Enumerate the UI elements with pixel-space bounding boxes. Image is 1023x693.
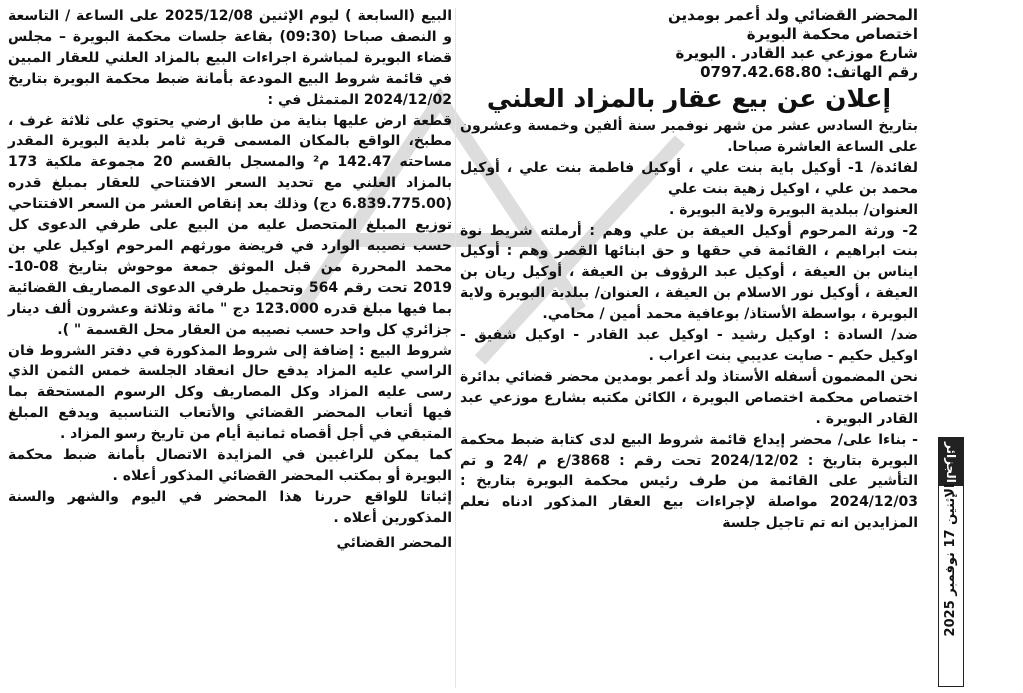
- right-paragraph-defendants: ضد/ السادة : اوكيل رشيد - اوكيل عبد القادر - اوكيل شفيق - اوكيل حكيم - صايت عديبي بنت اعراب .: [460, 327, 918, 364]
- page-margin: [928, 0, 1023, 693]
- bailiff-header: [460, 6, 918, 82]
- right-paragraph-heirs: 2- ورثة المرحوم أوكيل العيفة بن علي وهم : أرملته شريط نوة بنت ابراهيم ، القائمة في حقها و حق ابنائها القصر وهم : أوكيل ايناس بن العيفة ، أوكيل عبد الرؤوف بن العيفة ، أوكيل ريان بن العيفة ، أوكيل نور الاسلام بن العيفة ، العنوان/ ببلدية البويرة ولاية البويرة ، بواسطة الأستاذ/ بوعافية محمد أمين / محامي.: [460, 222, 918, 323]
- right-paragraph-beneficiaries: لفائدة/ 1- أوكيل باية بنت علي ، أوكيل فاطمة بنت علي ، أوكيل محمد بن علي ، اوكيل زهية بنت علي: [460, 159, 918, 197]
- signature-bailiff: المحضر القضائي: [336, 534, 452, 551]
- left-column: [8, 6, 452, 554]
- left-paragraph-property: قطعة ارض عليها بناية من طابق ارضي يحتوي على ثلاثة غرف ، مطبخ، الواقع بالمكان المسمى قرية ثامر بلدية البويرة المقدر مساحته 142.47 م² والمسجل بالقسم 20 مجموعة ملكية 173 بالمزاد العلني مع تحديد السعر الافتتاحي للعقار بمبلغ قدره (6.839.775.00 دج) وذلك بعد إنقاص العشر من السعر الافتتاحي توزيع المبلغ المتحصل عليه من البيع على طرفي الدعوى كل حسب نصيبه الوارد في فريضة مورثهم المرحوم اوكيل علي بن محمد المحررة من قبل الموثق جمعة موحوش بتاريخ 08-10-2019 تحت رقم 564 وتحميل طرفي الدعوى المصاريف القضائية بما فيها مبلغ قدره 123.000 دج " مائة وثلاثة وعشرون ألف دينار جزائري كل واحد حسب نصيبه من العقار محل القسمة " ).: [8, 112, 453, 338]
- left-paragraph-contact: كما يمكن للراغبين في المزايدة الاتصال بأمانة ضبط محكمة البويرة أو بمكتب المحضر القضائي المذكور أعلاه .: [8, 447, 452, 484]
- header-address: شارع موزعي عبد القادر . البويرة: [675, 44, 918, 62]
- right-paragraph-date: بتاريخ السادس عشر من شهر نوفمبر سنة ألفين وخمسة وعشرون على الساعة العاشرة صباحا.: [460, 118, 918, 155]
- left-paragraph-conditions: شروط البيع : إضافة إلى شروط المذكورة في دفتر الشروط فان الراسي عليه المزاد يدفع حال انعقاد الجلسة خمس الثمن الذي رسى عليه المزاد وكل المصاريف وكل الرسوم المستحقة بما فيها أتعاب المحضر القضائي والأتعاب التناسبية ويدفع المبلغ المتبقي في أجل أقصاه ثمانية أيام من تاريخ رسو المزاد .: [8, 342, 452, 443]
- announcement-title: إعلان عن بيع عقار بالمزاد العلني: [486, 84, 892, 113]
- right-paragraph-bailiff: نحن المضمون أسفله الأستاذ ولد أعمر بومدين محضر قضائي بدائرة اختصاص محكمة اختصاص البويرة ، الكائن مكتبه بشارع موزعي عبد القادر البويرة .: [460, 368, 918, 427]
- right-column: [460, 6, 918, 534]
- column-divider: [455, 8, 456, 688]
- header-bailiff-name: المحضر القضائي ولد أعمر بومدين: [668, 6, 918, 24]
- right-paragraph-address: العنوان/ ببلدية البويرة ولاية البويرة .: [669, 201, 918, 218]
- publication-date-strip: [938, 437, 964, 687]
- publication-date: الإثنين 17 نوفمبر 2025: [943, 483, 958, 637]
- publication-logo: الجزائر: [939, 438, 963, 486]
- right-paragraph-reference: - بناءا على/ محضر إيداع قائمة شروط البيع لدى كتابة ضبط محكمة البويرة بتاريخ : 2024/12/02 تحت رقم : 3868/ع م /24 و تم التأشير على القائمة من طرف رئيس محكمة البويرة بتاريخ : 2024/12/03 مواصلة لإجراءات بيع العقار المذكور ادناه نعلم المزايدين انه تم تاجيل جلسة: [460, 431, 919, 532]
- header-jurisdiction: اختصاص محكمة البويرة: [746, 25, 918, 43]
- left-paragraph-attestation: إثباتا للواقع حررنا هذا المحضر في اليوم والشهر والسنة المذكورين أعلاه .: [8, 488, 452, 526]
- left-paragraph-session: البيع (السابعة ) ليوم الإثنين 2025/12/08 على الساعة / التاسعة و النصف صباحا (09:30) بقاعة جلسات محكمة البويرة – مجلس قضاء البويرة لمباشرة اجراءات البيع بالمزاد العلني للعقار المبين في قائمة شروط البيع المودعة بأمانة ضبط محكمة البويرة بتاريخ 2024/12/02 المتمثل في :: [8, 8, 453, 108]
- header-phone: رقم الهاتف: 0797.42.68.80: [700, 63, 918, 81]
